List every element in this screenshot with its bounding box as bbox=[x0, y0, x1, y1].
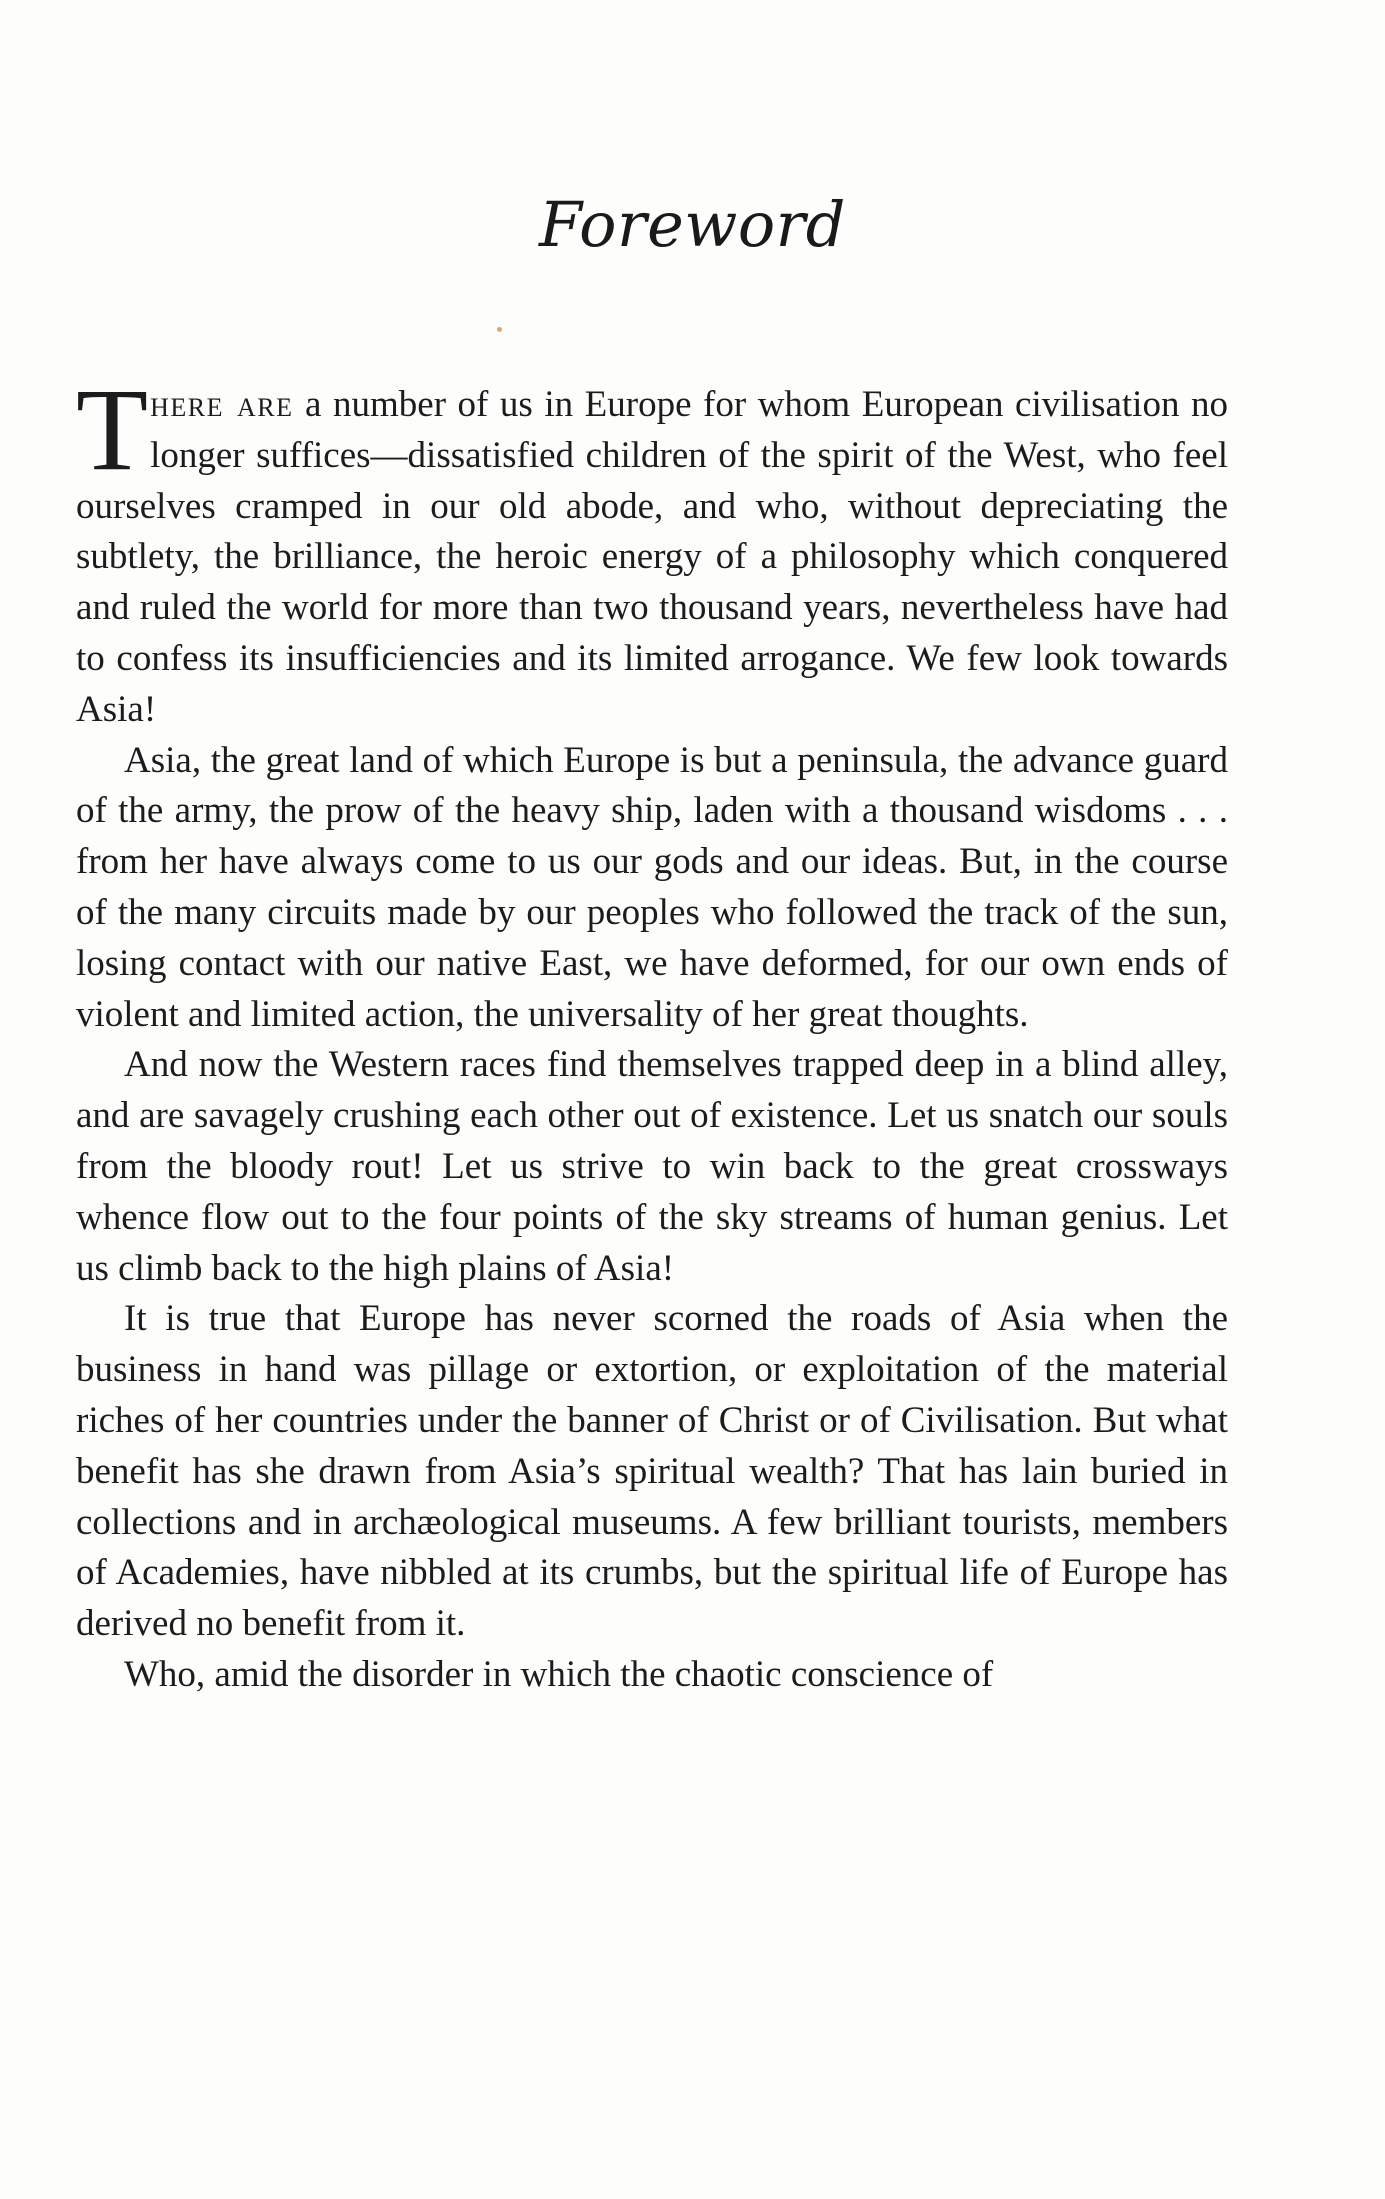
drop-cap: T bbox=[76, 364, 149, 495]
paragraph-1-text: a number of us in Europe for whom European civilisation no longer suffices—dissatisfied children of the spirit of the West, who feel ourselves cramped in our old abode, and who, without depreciating the subtlety, the brilliance, the heroic energy of a philosophy which conquered and ruled the world for more than two thousand years, nevertheless have had to confess its insufficiencies and its limited arrogance. We few look towards Asia! bbox=[76, 384, 1228, 730]
paragraph-1 bbox=[76, 364, 1228, 736]
lead-small-caps: here are bbox=[150, 384, 294, 425]
paragraph-4: It is true that Europe has never scorned the roads of Asia when the business in hand was pillage or extortion, or exploitation of the material riches of her countries under the banner of Christ or of Civilisation. But what benefit has she drawn from Asia’s spiritual wealth? That has lain buried in collections and in archæological museums. A few brilliant tourists, members of Academies, have nibbled at its crumbs, but the spiritual life of Europe has derived no benefit from it. bbox=[76, 1298, 1228, 1645]
page-title: Foreword bbox=[538, 188, 846, 261]
paragraph-5: Who, amid the disorder in which the chaotic conscience of bbox=[124, 1653, 994, 1695]
paper-speck bbox=[497, 327, 502, 332]
body-text bbox=[76, 364, 1228, 1701]
paragraph-3: And now the Western races find themselves trapped deep in a blind alley, and are savagely crushing each other out of existence. Let us snatch our souls from the bloody rout! Let us strive to win back to the great crossways whence flow out to the four points of the sky streams of human genius. Let us climb back to the high plains of Asia! bbox=[76, 1044, 1228, 1289]
paragraph-2: Asia, the great land of which Europe is but a peninsula, the advance guard of the army, the prow of the heavy ship, laden with a thousand wisdoms . . . from her have always come to us our gods and our ideas. But, in the course of the many circuits made by our peoples who followed the track of the sun, losing contact with our native East, we have deformed, for our own ends of violent and limited action, the universality of her great thoughts. bbox=[76, 739, 1228, 1035]
